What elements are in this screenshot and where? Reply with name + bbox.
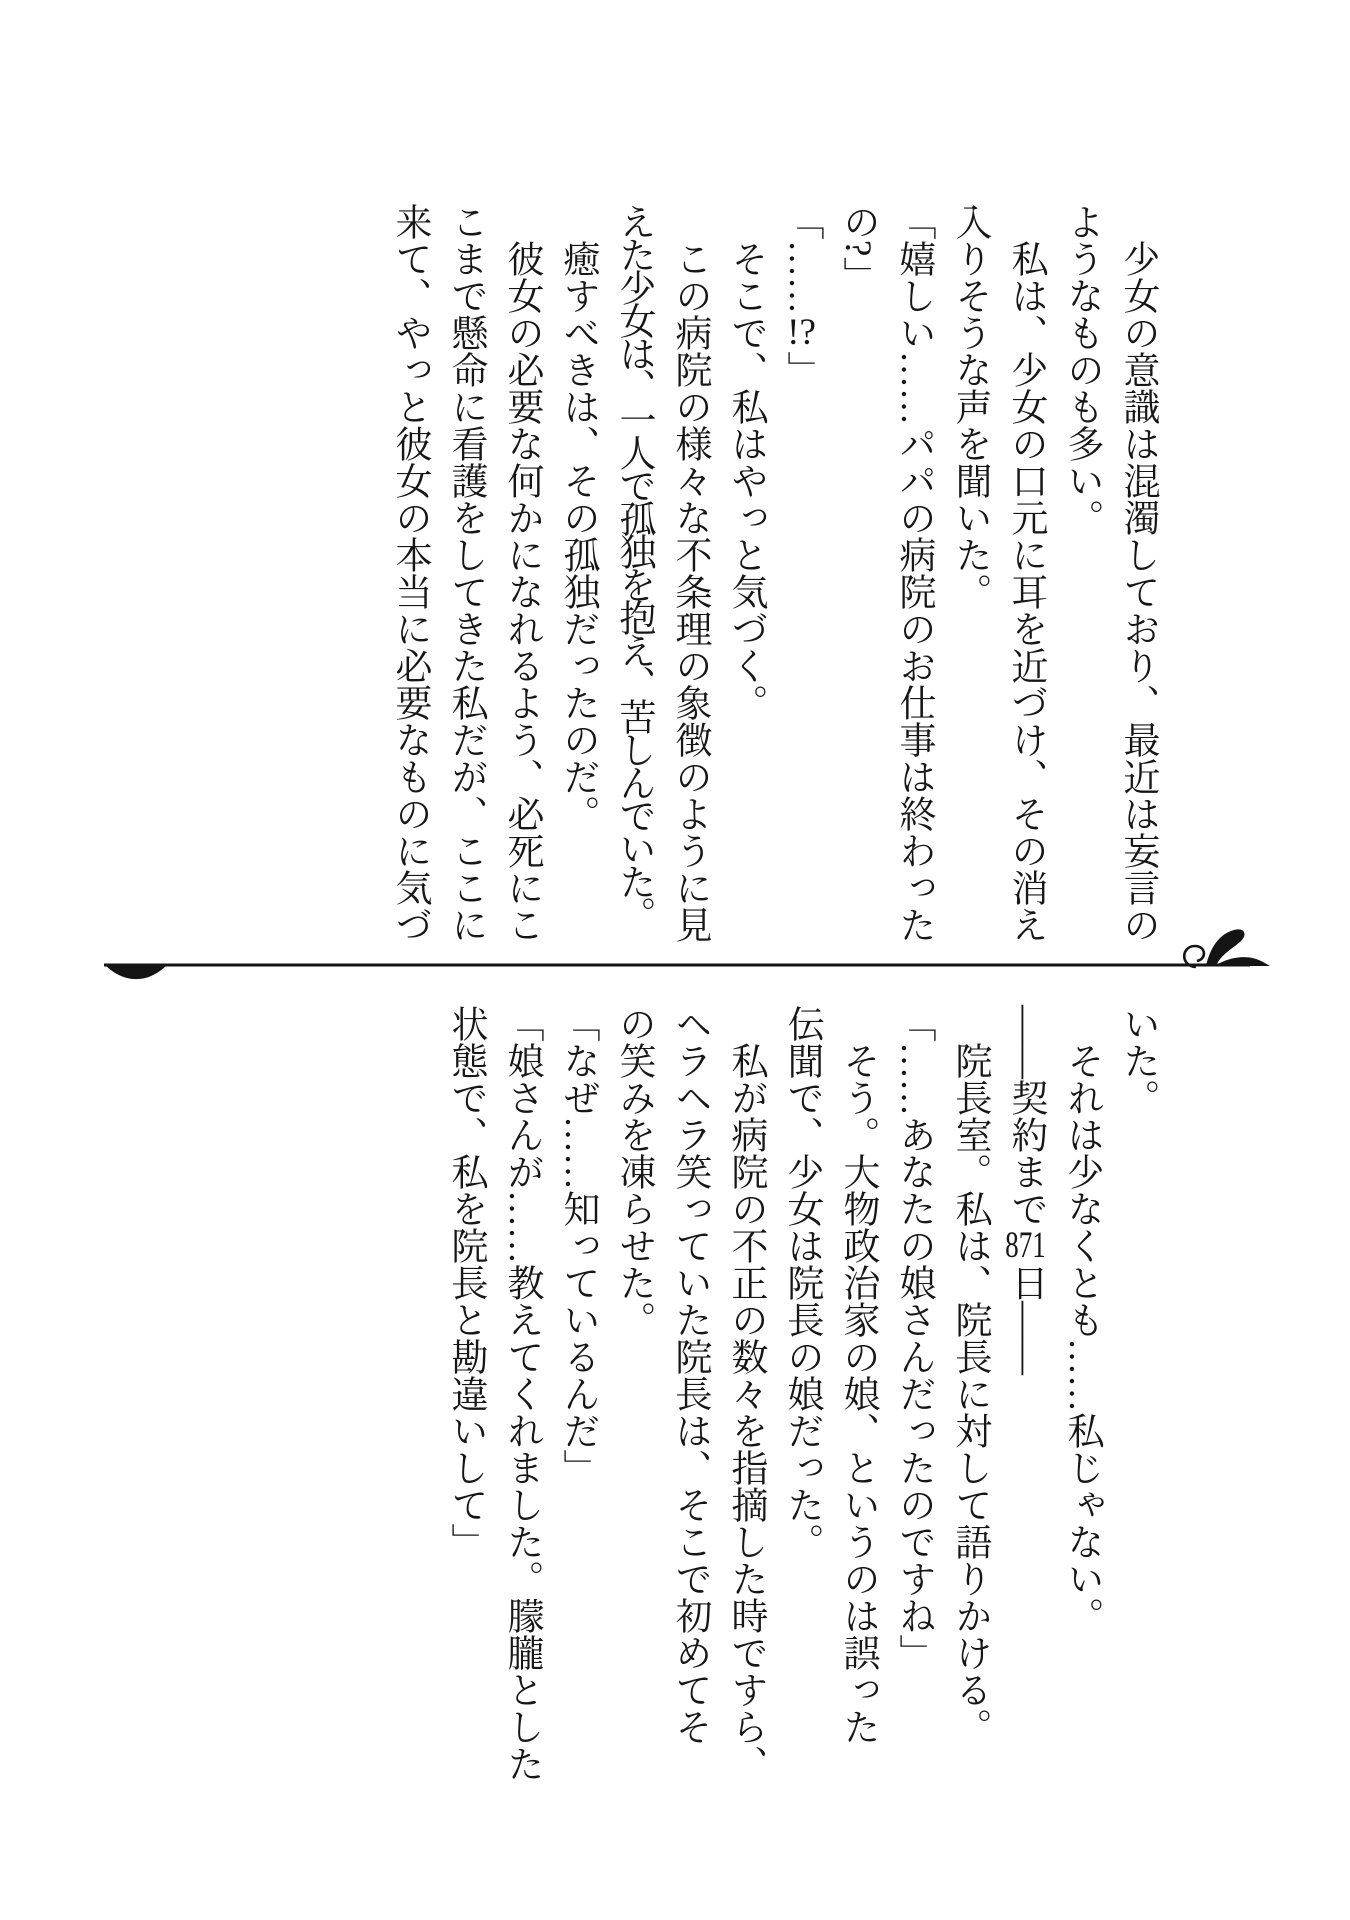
- narration-line: 癒すべきは、その孤独だったのだ。: [557, 240, 598, 832]
- narration-line: 来て、やっと彼女の本当に必要なものに気づ: [389, 203, 430, 943]
- dialogue-interjection-line: [773, 203, 829, 971]
- narration-line: ヘラヘラ笑っていた院長は、そこで初めてそ: [669, 1005, 710, 1745]
- narration-line: いた。: [1117, 1005, 1158, 1116]
- dialogue-line: 「娘さんが……教えてくれました。朦朧とした: [501, 1005, 542, 1782]
- quote-open: 「……: [781, 203, 822, 314]
- dialogue-line: 「……あなたの娘さんだったのですね」: [893, 1005, 934, 1671]
- narration-line: そこで、私はやっと気づく。: [725, 240, 766, 721]
- narration-line: そう。大物政治家の娘、というのは誤った: [837, 1042, 878, 1745]
- narration-line: 私が病院の不正の数々を指摘した時ですら、: [725, 1042, 766, 1782]
- dialogue-line: の?」: [837, 203, 878, 294]
- dialogue-line: 「嬉しい……パパの病院のお仕事は終わった: [893, 203, 934, 943]
- dialogue-line: 「なぜ……知っているんだ」: [557, 1005, 598, 1486]
- narration-line: ようなものも多い。: [1061, 203, 1102, 536]
- swirl-tail-icon: [1214, 957, 1270, 966]
- narration-line: 私は、少女の口元に耳を近づけ、その消え: [1005, 240, 1046, 943]
- dialogue-line: 状態で、私を院長と勘違いして」: [445, 1005, 486, 1560]
- countdown-days-number: 871: [1005, 1227, 1046, 1264]
- swirl-flourish-icon: [1184, 946, 1204, 967]
- narration-line: それは少なくとも……私じゃない。: [1061, 1042, 1102, 1634]
- interrobang-cluster: !?: [787, 314, 816, 351]
- quote-close: 」: [781, 351, 822, 388]
- narration-line: 少女の意識は混濁しており、最近は妄言の: [1117, 240, 1158, 943]
- countdown-line: [997, 1005, 1053, 1800]
- narration-line: 伝聞で、少女は院長の娘だった。: [781, 1005, 822, 1560]
- leaf-dip-ornament-icon: [106, 966, 166, 979]
- dash-open: ——契約まで: [1005, 1005, 1046, 1227]
- narration-line: この病院の様々な不条理の象徴のように見: [669, 240, 710, 943]
- narration-line: 院長室。私は、院長に対して語りかける。: [949, 1042, 990, 1745]
- narration-line: 彼女の必要な何かになれるよう、必死にこ: [501, 240, 542, 943]
- bottom-text-section: [437, 1005, 1165, 1800]
- dash-close: 日——: [1005, 1264, 1046, 1375]
- narration-line: 入りそうな声を聞いた。: [949, 203, 990, 610]
- narration-line: の笑みを凍らせた。: [613, 1005, 654, 1338]
- swirl-leaf-icon: [1206, 929, 1245, 966]
- top-text-section: [381, 203, 1165, 971]
- narration-line: こまで懸命に看護をしてきた私だが、ここに: [445, 203, 486, 943]
- narration-line: えた少女は、一人で孤独を抱え、苦しんでいた。: [613, 203, 654, 929]
